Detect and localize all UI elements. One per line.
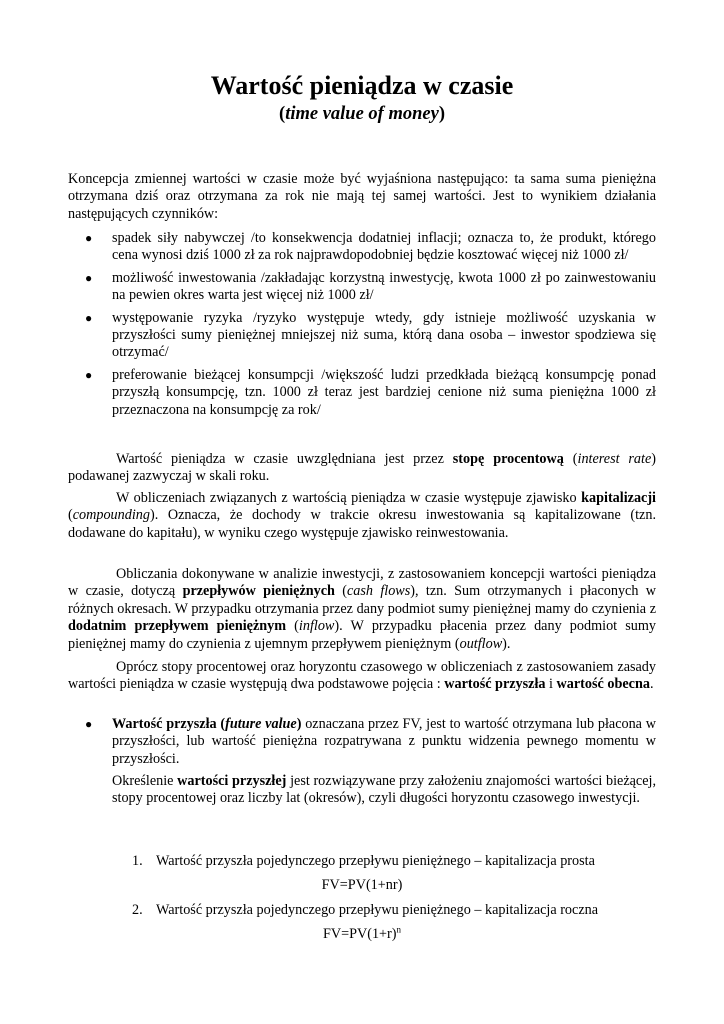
term-english: interest rate <box>577 451 652 467</box>
text-run: ( <box>563 451 578 467</box>
factor-text: preferowanie bieżącej konsumpcji /większość ludzi przedkłada bieżącą konsumpcję ponad przyszłą konsumpcję, tzn. 1000 zł teraz jest bardziej cenione niż suma pieniężna 1000 zł przeznaczona na konsumpcję za rok/ <box>112 366 656 418</box>
term-future-value: wartości przyszłej <box>177 773 287 789</box>
list-number: 2. <box>132 902 143 918</box>
factor-item <box>68 310 656 362</box>
text-run: Oprócz stopy procentowej oraz horyzontu czasowego w obliczeniach z zastosowaniem zasady wartości pieniądza w czasie występują dwa podstawowe pojęcia : <box>68 659 656 693</box>
subtitle-close-paren: ) <box>438 104 445 124</box>
factor-text: możliwość inwestowania /zakładając korzystną inwestycję, kwota 1000 zł po zainwestowaniu na pewien okres warta jest więcej niż 1000 zł/ <box>112 269 656 304</box>
text-run: W obliczeniach związanych z wartością pieniądza w czasie występuje zjawisko <box>116 490 582 506</box>
text-run: ( <box>334 583 347 600</box>
term-interest-rate: stopę procentową <box>452 451 564 467</box>
bullet-icon: ● <box>85 367 93 382</box>
bullet-icon: ● <box>85 717 93 731</box>
formula-label: Wartość przyszła pojedynczego przepływu pieniężnego – kapitalizacja prosta <box>156 853 595 869</box>
text-run: i <box>545 676 557 693</box>
factors-list <box>68 230 656 419</box>
text-run: ( <box>286 618 299 635</box>
text-run: Określenie <box>112 773 178 789</box>
formula-exponent: n <box>396 924 402 935</box>
formula-heading <box>132 902 656 919</box>
formula-label: Wartość przyszła pojedynczego przepływu pieniężnego – kapitalizacja roczna <box>156 902 599 918</box>
bullet-icon: ● <box>85 231 93 245</box>
term-close-paren: ) <box>296 716 302 732</box>
term-future-value: wartość przyszła <box>444 676 546 693</box>
text-run: ) podawanej zazwyczaj w skali roku. <box>68 451 657 485</box>
text-run: jest rozwiązywane przy założeniu znajomości wartości bieżącej, stopy procentowej oraz liczby lat (okresów), czyli długości horyzontu czasowego inwestycji. <box>112 773 657 807</box>
factor-text: spadek siły nabywczej /to konsekwencja dodatniej inflacji; oznacza to, że produkt, którego cena wynosi dziś 1000 zł za rok najprawdopodobniej będzie kosztować więcej niż 1000 zł/ <box>112 230 656 264</box>
interest-rate-paragraph <box>68 451 656 486</box>
term-cash-flows: przepływów pieniężnych <box>182 583 335 600</box>
term-present-value: wartość obecna <box>556 676 650 693</box>
formula-text: FV=PV(1+nr) <box>321 877 403 893</box>
text-run: ). Oznacza, że dochody w trakcie okresu inwestowania są kapitalizowane (tzn. dodawane do kapitału), w wyniku czego występuje zjawisko reinwestowania. <box>68 507 656 541</box>
future-value-determination <box>112 773 656 808</box>
term-english: future value <box>225 716 297 732</box>
list-number: 1. <box>132 853 143 869</box>
text-run: Wartość pieniądza w czasie uwzględniana jest przez <box>116 451 453 467</box>
formula-text: FV=PV(1+r) <box>322 926 397 942</box>
term-compounding: kapitalizacji <box>581 490 656 506</box>
formula <box>0 877 724 894</box>
term-future-value: Wartość przyszła ( <box>112 716 226 732</box>
factor-item <box>68 230 656 265</box>
term-inflow: dodatnim przepływem pieniężnym <box>68 618 287 635</box>
formula-heading <box>132 853 656 870</box>
term-english: compounding <box>72 507 150 524</box>
formula <box>0 926 724 943</box>
document-title: Wartość pieniądza w czasie <box>210 71 514 100</box>
factor-text: występowanie ryzyka /ryzyko występuje wtedy, gdy istnieje możliwość uzyskania w przyszłości sumy pieniężnej mniejszej niż suma, którą dana osoba – inwestor spodziewa się otrzymać/ <box>112 309 656 361</box>
text-run: . <box>649 676 654 693</box>
text-run: ), tzn. Sum otrzymanych i płaconych w różnych okresach. W przypadku otrzymania przez dany podmiot sumy pieniężnej mamy do czynienia z <box>68 583 657 617</box>
future-value-item <box>68 716 656 768</box>
factor-item <box>68 367 656 419</box>
term-english: cash flows <box>346 583 411 600</box>
text-run: ( <box>68 507 73 524</box>
text-run: ). <box>502 635 511 652</box>
compounding-paragraph <box>68 490 656 542</box>
bullet-icon: ● <box>85 270 93 285</box>
concepts-paragraph <box>68 659 656 694</box>
text-run: ). W przypadku płacenia przez dany podmiot sumy pieniężnej mamy do czynienia z ujemnym przepływem pieniężnym ( <box>68 618 656 652</box>
bullet-icon: ● <box>85 310 93 325</box>
future-value-list <box>68 716 656 768</box>
factor-item <box>68 270 656 305</box>
subtitle-open-paren: ( <box>279 104 286 124</box>
text-run: oznaczana przez FV, jest to wartość otrzymana lub płacona w przyszłości, lub wartość pieniężna rozpatrywana z punktu widzenia pewnego momentu w przyszłości. <box>112 716 656 767</box>
intro-paragraph: Koncepcja zmiennej wartości w czasie może być wyjaśniona następująco: ta sama suma pieniężna otrzymana dziś oraz otrzymana za rok nie mają tej samej wartości. Jest to wynikiem działania następujących czynników: <box>68 171 656 222</box>
term-english: inflow <box>298 618 335 635</box>
cash-flows-paragraph <box>68 566 656 653</box>
subtitle-english-term: time value of money <box>285 104 439 124</box>
term-english: outflow <box>459 635 503 652</box>
text-run: Obliczania dokonywane w analizie inwestycji, z zastosowaniem koncepcji wartości pieniądza w czasie, dotyczą <box>68 566 656 600</box>
document-subtitle <box>0 103 724 125</box>
